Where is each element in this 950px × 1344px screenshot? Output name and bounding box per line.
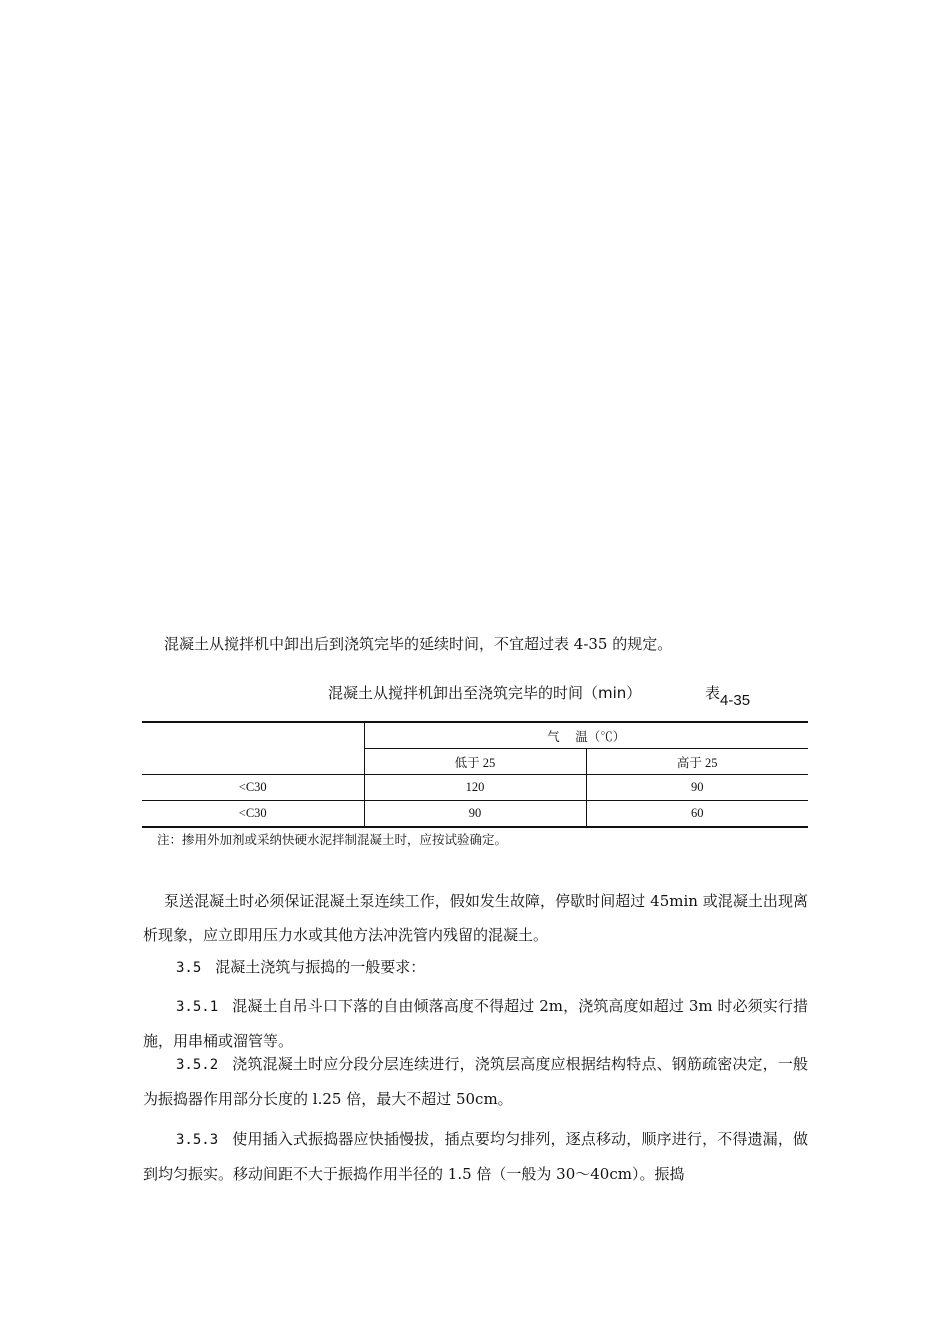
- table-row: [142, 801, 808, 828]
- item-number: 3.5.3: [176, 1132, 219, 1148]
- intro-paragraph: 混凝土从搅拌机中卸出后到浇筑完毕的延续时间，不宜超过表 4-35 的规定。: [164, 635, 673, 653]
- cell-low: 120: [364, 775, 586, 801]
- pump-paragraph: 泵送混凝土时必须保证混凝土泵连续工作，假如发生故障，停歇时间超过 45min 或混凝土出现离析现象，应立即用压力水或其他方法冲洗管内残留的混凝土。: [143, 892, 808, 944]
- cell-high: 60: [586, 801, 808, 828]
- table-number-value: 4-35: [720, 692, 751, 709]
- table-caption: [143, 682, 808, 712]
- header-low-temp: 低于 25: [364, 749, 586, 775]
- table-number: [705, 682, 751, 709]
- table-corner-cell: [142, 722, 364, 775]
- time-limit-table: [142, 721, 808, 828]
- header-temperature: 气 温（℃）: [364, 722, 808, 749]
- item-text: 使用插入式振捣器应快插慢拔，插点要均匀排列，逐点移动，顺序进行，不得遗漏，做到均匀振实。移动间距不大于振捣作用半径的 1.5 倍（一般为 30～40cm）。振捣: [143, 1130, 808, 1183]
- section-number: 3.5: [176, 960, 202, 976]
- item-number: 3.5.1: [176, 999, 219, 1015]
- table-row: [142, 775, 808, 801]
- item-3-5-3: [143, 1122, 808, 1191]
- table-label: 表: [705, 684, 721, 702]
- item-number: 3.5.2: [176, 1057, 219, 1073]
- cell-grade: <C30: [142, 775, 364, 801]
- cell-grade: <C30: [142, 801, 364, 828]
- section-title: 混凝土浇筑与振捣的一般要求：: [215, 958, 426, 976]
- table-note: 注：掺用外加剂或采纳快硬水泥拌制混凝土时，应按试验确定。: [157, 832, 508, 847]
- table-header-row: [142, 722, 808, 749]
- header-high-temp: 高于 25: [586, 749, 808, 775]
- item-text: 浇筑混凝土时应分段分层连续进行，浇筑层高度应根据结构特点、钢筋疏密决定，一般为振捣器作用部分长度的 l.25 倍，最大不超过 50cm。: [143, 1055, 808, 1108]
- table-title: 混凝土从搅拌机卸出至浇筑完毕的时间（min）: [328, 684, 642, 702]
- cell-low: 90: [364, 801, 586, 828]
- cell-high: 90: [586, 775, 808, 801]
- section-heading: [176, 957, 425, 978]
- item-3-5-2: [143, 1047, 808, 1116]
- item-text: 混凝土自吊斗口下落的自由倾落高度不得超过 2m，浇筑高度如超过 3m 时必须实行措施，用串桶或溜管等。: [143, 997, 808, 1050]
